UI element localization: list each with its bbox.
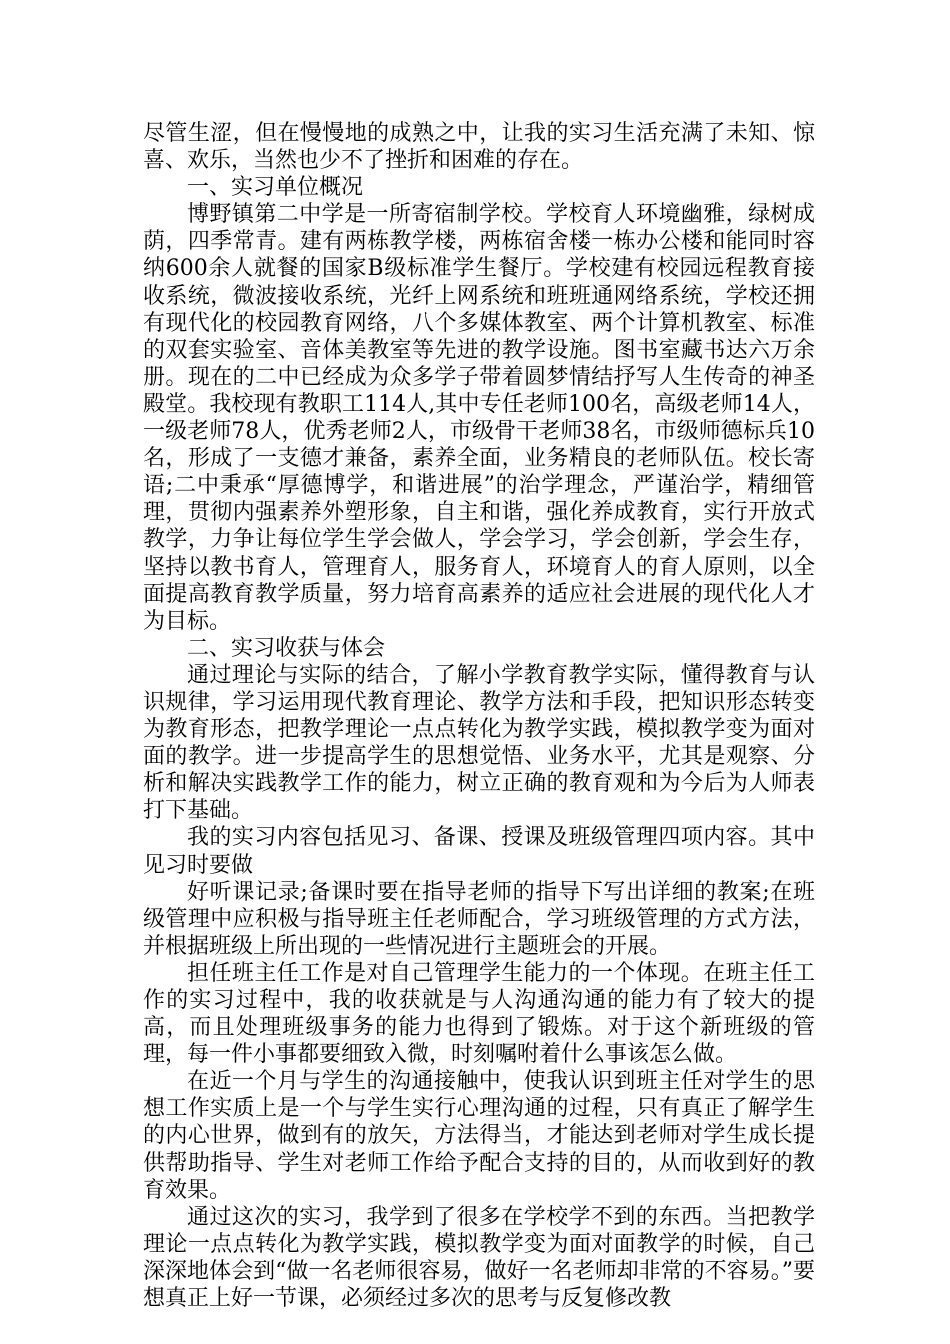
section-heading-1: 一、实习单位概况 — [187, 175, 364, 201]
communication-paragraph: 在近一个月与学生的沟通接触中，使我认识到班主任对学生的思想工作实质上是一个与学生实行心理沟通的过程，只有真正了解学生的内心世界，做到有的放矢，方法得当，才能达到老师对学生成长提供帮助指导、学生对老师工作给予配合支持的目的，从而收到好的教育效果。 — [143, 1069, 815, 1203]
intro-paragraph: 尽管生涩，但在慢慢地的成熟之中，让我的实习生活充满了未知、惊喜、欢乐，当然也少不了挫折和困难的存在。 — [143, 121, 815, 174]
gains-paragraph: 通过理论与实际的结合，了解小学教育教学实际，懂得教育与认识规律，学习运用现代教育理论、教学方法和手段，把知识形态转变为教育形态，把教学理论一点点转化为教学实践，模拟教学变为面对面的教学。进一步提高学生的思想觉悟、业务水平，尤其是观察、分析和解决实践教学工作的能力，树立正确的教育观和为今后为人师表打下基础。 — [143, 662, 815, 824]
reflection-paragraph: 通过这次的实习，我学到了很多在学校学不到的东西。当把教学理论一点点转化为教学实践，模拟教学变为面对面教学的时候，自己深深地体会到“做一名老师很容易，做好一名老师却非常的不容易。”要想真正上好一节课，必须经过多次的思考与反复修改教 — [143, 1204, 815, 1312]
section-heading-2: 二、实习收获与体会 — [187, 635, 386, 661]
document-body — [143, 120, 815, 1312]
lesson-notes-paragraph: 好听课记录;备课时要在指导老师的指导下写出详细的教案;在班级管理中应积极与指导班主任老师配合，学习班级管理的方式方法，并根据班级上所出现的一些情况进行主题班会的开展。 — [143, 879, 815, 959]
content-paragraph: 我的实习内容包括见习、备课、授课及班级管理四项内容。其中见习时要做 — [143, 825, 815, 878]
head-teacher-paragraph: 担任班主任工作是对自己管理学生能力的一个体现。在班主任工作的实习过程中，我的收获就是与人沟通沟通的能力有了较大的提高，而且处理班级事务的能力也得到了锻炼。对于这个新班级的管理，每一件小事都要细致入微，时刻嘱咐着什么事该怎么做。 — [143, 960, 815, 1068]
school-overview-paragraph: 博野镇第二中学是一所寄宿制学校。学校育人环境幽雅，绿树成荫，四季常青。建有两栋教学楼，两栋宿舍楼一栋办公楼和能同时容纳600余人就餐的国家B级标准学生餐厅。学校建有校园远程教育接收系统，微波接收系统，光纤上网系统和班班通网络系统，学校还拥有现代化的校园教育网络，八个多媒体教室、两个计算机教室、标准的双套实验室、音体美教室等先进的教学设施。图书室藏书达六万余册。现在的二中已经成为众多学子带着圆梦情结抒写人生传奇的神圣殿堂。我校现有教职工114人,其中专任老师100名，高级老师14人，一级老师78人，优秀老师2人，市级骨干老师38名，市级师德标兵10名，形成了一支德才兼备，素养全面，业务精良的老师队伍。校长寄语;二中秉承“厚德博学，和谐进展”的治学理念，严谨治学，精细管理，贯彻内强素养外塑形象，自主和谐，强化养成教育，实行开放式教学，力争让每位学生学会做人，学会学习，学会创新，学会生存，坚持以教书育人，管理育人，服务育人，环境育人的育人原则，以全面提高教育教学质量，努力培育高素养的适应社会进展的现代化人才为目标。 — [143, 202, 815, 634]
